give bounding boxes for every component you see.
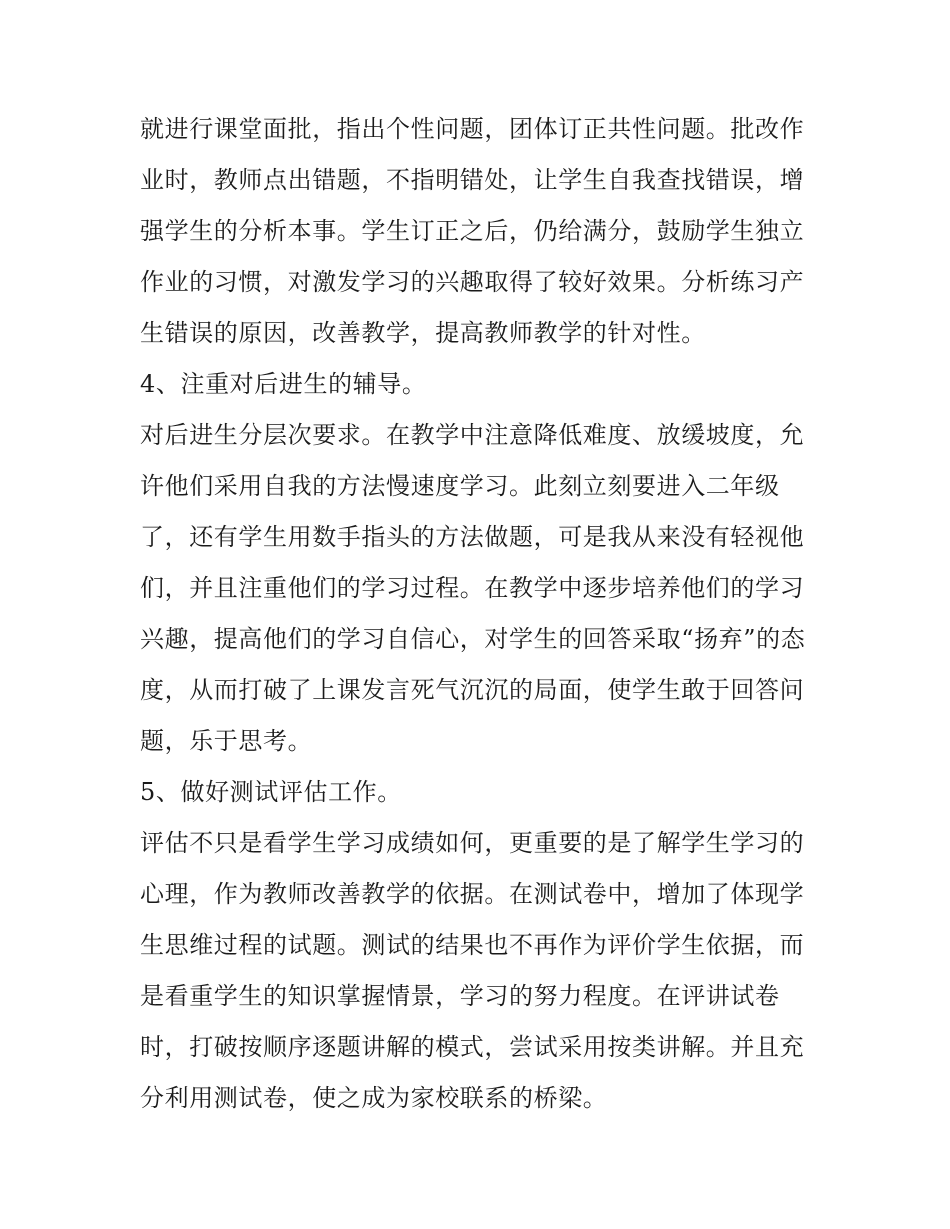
text-line: 度，从而打破了上课发言死气沉沉的局面，使学生敢于回答问 (140, 676, 805, 704)
text-line: 是看重学生的知识掌握情景，学习的努力程度。在评讲试卷 (140, 982, 780, 1010)
text-line: 对后进生分层次要求。在教学中注意降低难度、放缓坡度，允 (140, 421, 805, 449)
text-line: 们，并且注重他们的学习过程。在教学中逐步培养他们的学习 (140, 574, 805, 602)
text-line: 许他们采用自我的方法慢速度学习。此刻立刻要进入二年级 (140, 472, 780, 500)
text-line: 业时，教师点出错题，不指明错处，让学生自我查找错误，增 (140, 166, 805, 194)
text-line: 兴趣，提高他们的学习自信心，对学生的回答采取“扬弃”的态 (140, 625, 806, 653)
text-line: 分利用测试卷，使之成为家校联系的桥梁。 (140, 1084, 608, 1112)
document-body (140, 104, 820, 1124)
text-line: 作业的习惯，对激发学习的兴趣取得了较好效果。分析练习产 (140, 268, 805, 296)
text-line: 了，还有学生用数手指头的方法做题，可是我从来没有轻视他 (140, 523, 805, 551)
text-line: 生思维过程的试题。测试的结果也不再作为评价学生依据，而 (140, 931, 805, 959)
text-line: 就进行课堂面批，指出个性问题，团体订正共性问题。批改作 (140, 115, 805, 143)
text-line: 评估不只是看学生学习成绩如何，更重要的是了解学生学习的 (140, 829, 805, 857)
text-line: 时，打破按顺序逐题讲解的模式，尝试采用按类讲解。并且充 (140, 1033, 805, 1061)
text-line: 生错误的原因，改善教学，提高教师教学的针对性。 (140, 319, 706, 347)
text-line: 强学生的分析本事。学生订正之后，仍给满分，鼓励学生独立 (140, 217, 805, 245)
section-heading-5: 5、做好测试评估工作。 (140, 778, 402, 806)
section-heading-4: 4、注重对后进生的辅导。 (140, 370, 427, 398)
text-line: 题，乐于思考。 (140, 727, 313, 755)
text-line: 心理，作为教师改善教学的依据。在测试卷中，增加了体现学 (140, 880, 805, 908)
